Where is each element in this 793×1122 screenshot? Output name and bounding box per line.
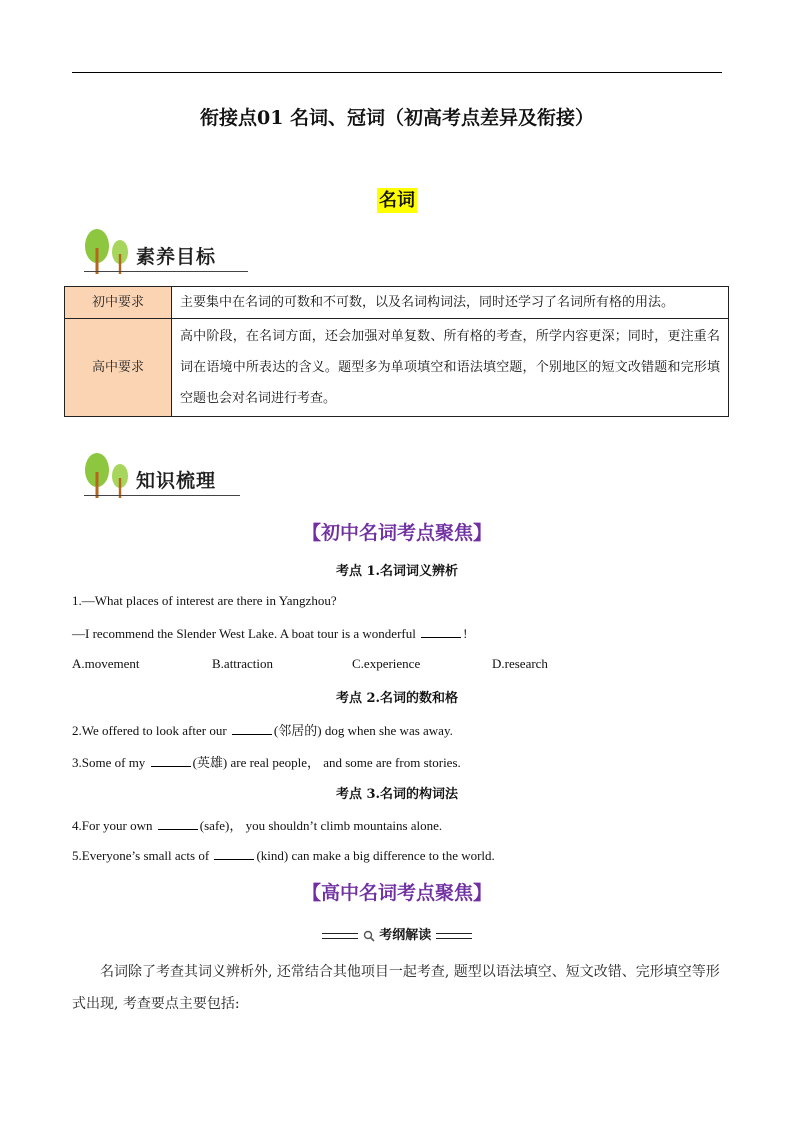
kaodian-3: 考点 3.名词的构词法 <box>335 787 459 802</box>
question-5 <box>72 847 495 864</box>
question-3 <box>72 752 461 771</box>
section-title-knowledge: 知识梳理 <box>136 470 217 492</box>
question-text: (safe)， you shouldn’t climb mountains alone. <box>199 818 443 833</box>
answer-blank[interactable] <box>214 847 254 860</box>
section-title-goals: 素养目标 <box>136 246 217 268</box>
syllabus-paragraph: 名词除了考查其词义辨析外, 还常结合其他项目一起考查, 题型以语法填空、短文改错、完形填空等形式出现, 考查要点主要包括: <box>72 964 720 1012</box>
answer-blank[interactable] <box>232 722 272 735</box>
question-1-line-1: 1.—What places of interest are there in Yangzhou? <box>72 593 337 608</box>
answer-blank[interactable] <box>421 625 461 638</box>
answer-blank[interactable] <box>158 817 198 830</box>
table-row <box>65 319 729 417</box>
section-header-knowledge <box>76 452 240 498</box>
question-text: 4.For your own <box>72 818 153 833</box>
double-rule-left <box>322 933 358 939</box>
syllabus-label: 考纲解读 <box>379 928 432 943</box>
answer-blank[interactable] <box>151 754 191 767</box>
senior-heading: 【高中名词考点聚焦】 <box>301 882 492 904</box>
question-1-line-2 <box>72 625 467 642</box>
table-row <box>65 287 729 319</box>
table-value-junior: 主要集中在名词的可数和不可数，以及名词构词法，同时还学习了名词所有格的用法。 <box>172 287 729 319</box>
kaodian-1: 考点 1.名词词义辨析 <box>335 564 459 579</box>
question-4 <box>72 815 442 834</box>
junior-heading: 【初中名词考点聚焦】 <box>301 522 492 544</box>
option-b: B.attraction <box>212 656 274 671</box>
tree-icon <box>80 452 134 500</box>
kaodian-2: 考点 2.名词的数和格 <box>335 691 459 706</box>
header-rule <box>72 72 722 73</box>
table-value-senior: 高中阶段，在名词方面，还会加强对单复数、所有格的考查，所学内容更深；同时，更注重名词在语境中所表达的含义。题型多为单项填空和语法填空题，个别地区的短文改错题和完形填空题也会对名词进行考查。 <box>172 319 729 417</box>
table-key-junior: 初中要求 <box>65 287 172 319</box>
syllabus-heading <box>72 924 722 943</box>
question-text: (kind) can make a big difference to the world. <box>256 848 495 863</box>
section-header-goals <box>76 228 248 274</box>
question-text: —I recommend the Slender West Lake. A boat tour is a wonderful <box>72 626 416 641</box>
option-a: A.movement <box>72 656 140 671</box>
question-2 <box>72 720 453 739</box>
question-text: 2.We offered to look after our <box>72 723 227 738</box>
question-text: 5.Everyone’s small acts of <box>72 848 210 863</box>
table-key-senior: 高中要求 <box>65 319 172 417</box>
question-1-options <box>72 656 632 672</box>
tree-icon <box>80 228 134 276</box>
page-title: 衔接点01 名词、冠词（初高考点差异及衔接） <box>199 107 595 129</box>
requirements-table <box>64 286 729 417</box>
question-text: 3.Some of my <box>72 755 146 770</box>
option-c: C.experience <box>352 656 421 671</box>
question-text: (邻居的) dog when she was away. <box>273 723 453 738</box>
magnifier-icon <box>363 930 375 942</box>
question-text: (英雄) are real people， and some are from stories. <box>192 755 461 770</box>
highlight-label: 名词 <box>379 190 415 211</box>
highlight-heading <box>72 186 722 212</box>
option-d: D.research <box>492 656 548 671</box>
question-text: ! <box>463 626 468 641</box>
double-rule-right <box>436 933 472 939</box>
